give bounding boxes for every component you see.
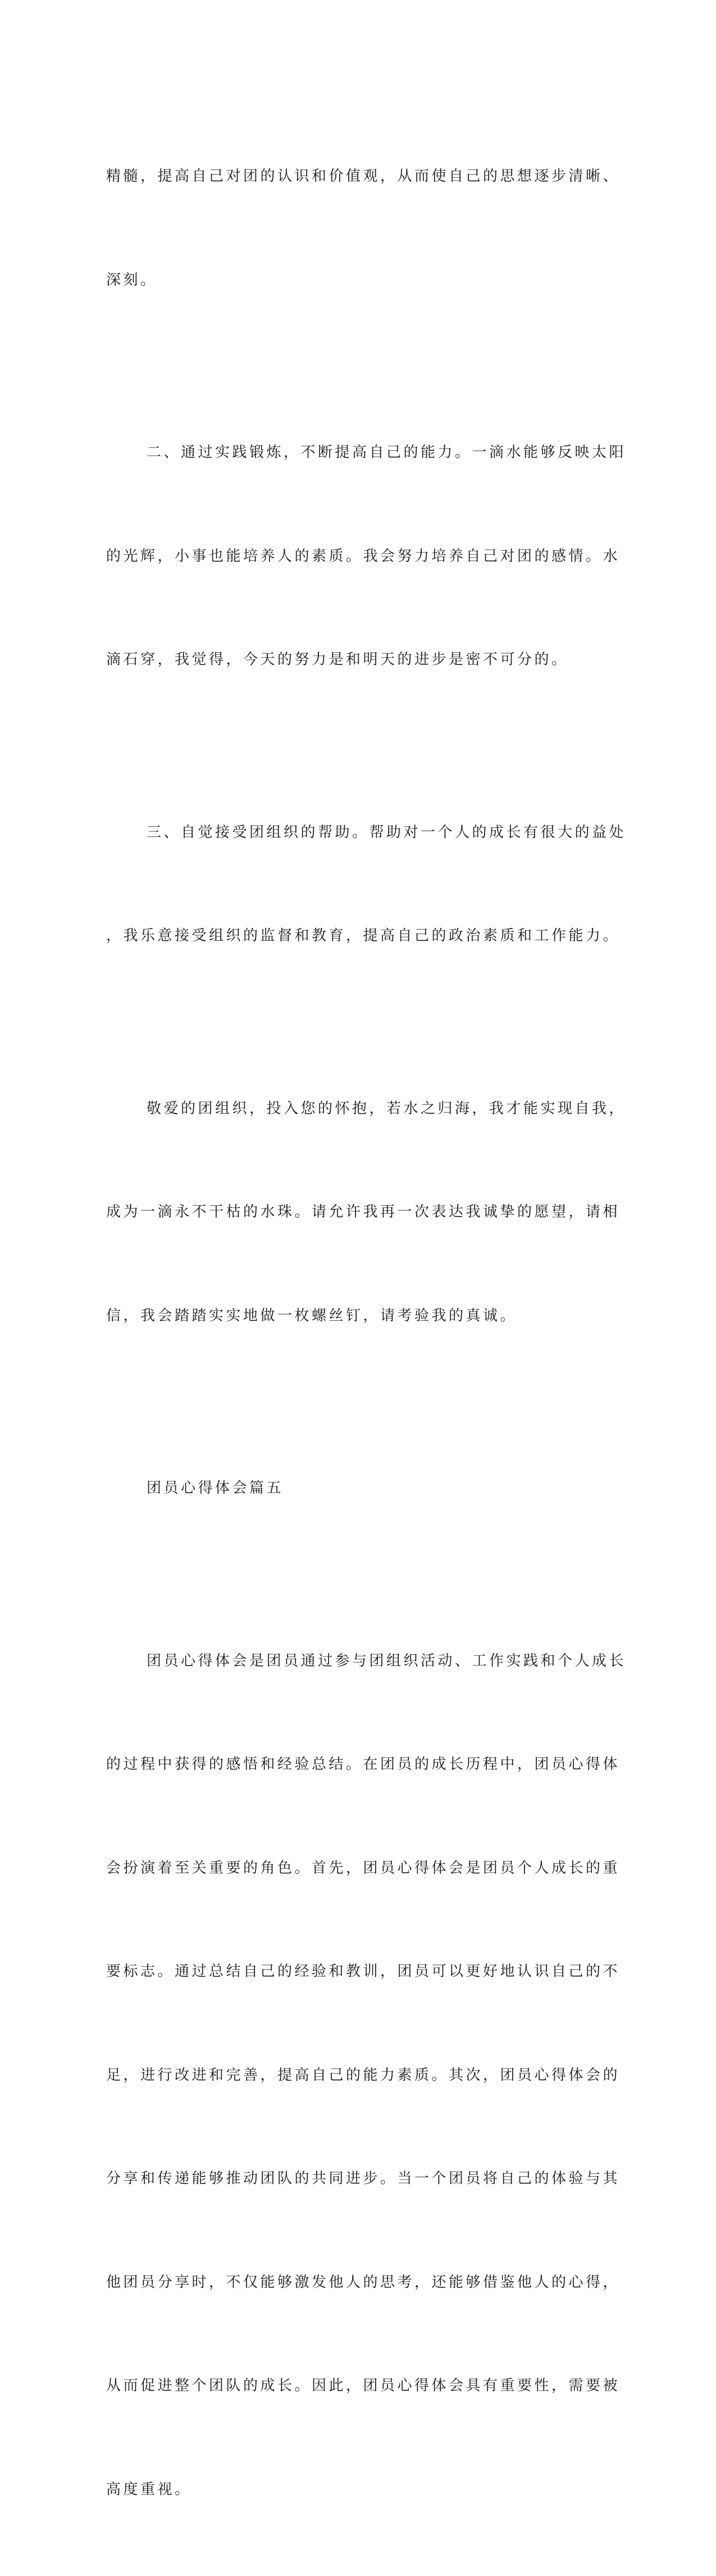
text-line: 从而促进整个团队的成长。因此，团员心得体会具有重要性，需要被 bbox=[106, 2369, 612, 2404]
paragraph-conclusion-continuation bbox=[106, 90, 612, 367]
section-title: 团员心得体会篇五 bbox=[106, 1471, 612, 1506]
text-line: 分享和传递能够推动团队的共同进步。当一个团员将自己的体验与其 bbox=[106, 2162, 612, 2197]
paragraph-point-three bbox=[106, 747, 612, 1023]
text-line: 团员心得体会是团员通过参与团组织活动、工作实践和个人成长 bbox=[106, 1644, 612, 1679]
text-line: 高度重视。 bbox=[106, 2473, 612, 2508]
section-heading bbox=[106, 1402, 612, 1575]
text-line: 深刻。 bbox=[106, 263, 612, 298]
text-line: 会扮演着至关重要的角色。首先，团员心得体会是团员个人成长的重 bbox=[106, 1851, 612, 1886]
text-line: ，我乐意接受组织的监督和教育，提高自己的政治素质和工作能力。 bbox=[106, 919, 612, 954]
text-line: 精髓，提高自己对团的认识和价值观，从而使自己的思想逐步清晰、 bbox=[106, 159, 612, 194]
text-line: 滴石穿，我觉得，今天的努力是和明天的进步是密不可分的。 bbox=[106, 643, 612, 678]
paragraph-point-two bbox=[106, 367, 612, 747]
text-line: 敬爱的团组织，投入您的怀抱，若水之归海，我才能实现自我， bbox=[106, 1092, 612, 1127]
text-line: 要标志。通过总结自己的经验和教训，团员可以更好地认识自己的不 bbox=[106, 1955, 612, 1989]
text-line: 成为一滴永不干枯的水珠。请允许我再一次表达我诚挚的愿望，请相 bbox=[106, 1195, 612, 1230]
text-line: 他团员分享时，不仅能够激发他人的思考，还能够借鉴他人的心得， bbox=[106, 2266, 612, 2300]
paragraph-section-five-body bbox=[106, 1575, 612, 2576]
text-line: 的光辉，小事也能培养人的素质。我会努力培养自己对团的感情。水 bbox=[106, 539, 612, 574]
document-page bbox=[0, 0, 716, 926]
text-line: 的过程中获得的感悟和经验总结。在团员的成长历程中，团员心得体 bbox=[106, 1747, 612, 1782]
text-line: 足，进行改进和完善，提高自己的能力素质。其次，团员心得体会的 bbox=[106, 2058, 612, 2093]
paragraph-closing bbox=[106, 1023, 612, 1403]
text-line: 信，我会踏踏实实地做一枚螺丝钉，请考验我的真诚。 bbox=[106, 1299, 612, 1334]
document-body bbox=[106, 90, 612, 2576]
text-line: 三、自觉接受团组织的帮助。帮助对一个人的成长有很大的益处 bbox=[106, 816, 612, 850]
text-line: 二、通过实践锻炼，不断提高自己的能力。一滴水能够反映太阳 bbox=[106, 436, 612, 470]
